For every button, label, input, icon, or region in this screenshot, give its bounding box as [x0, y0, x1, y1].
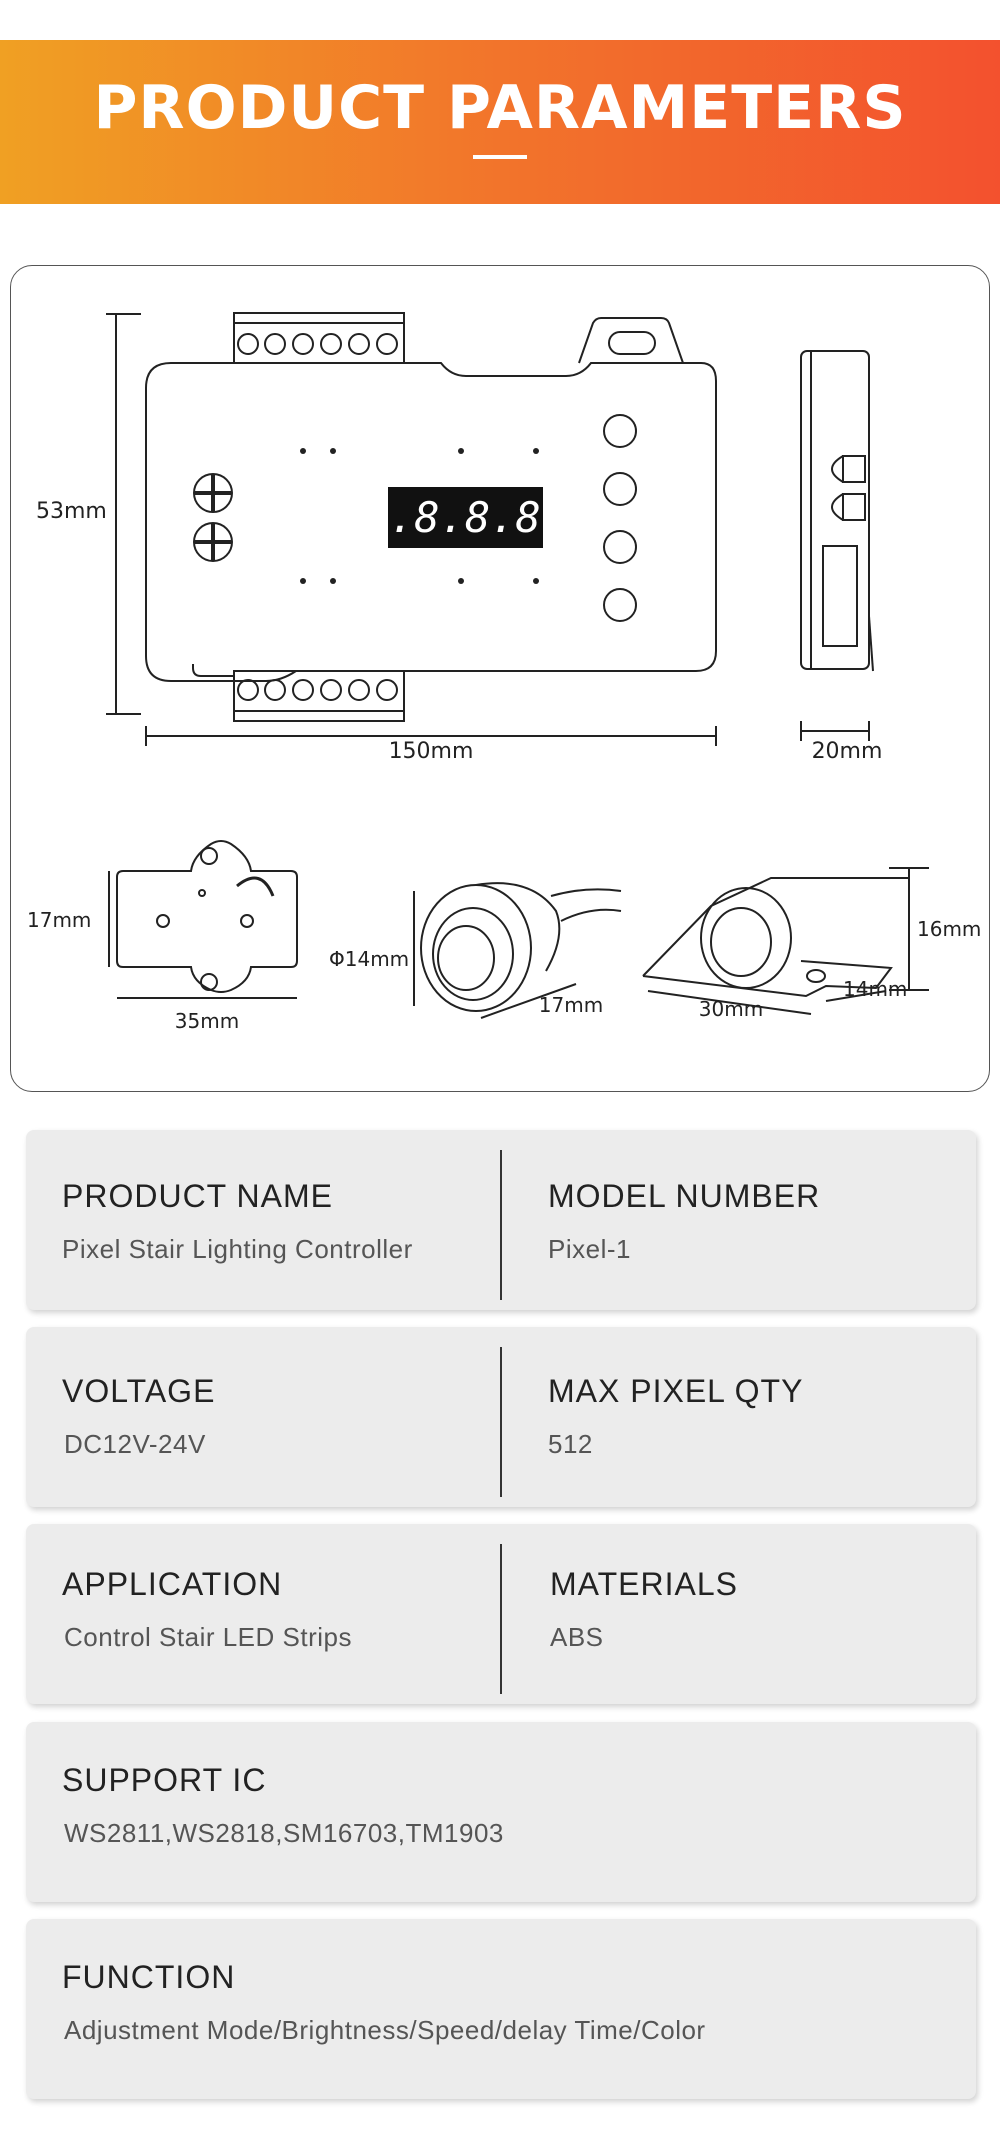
param-card-function	[26, 1919, 976, 2099]
function-value: Adjustment Mode/Brightness/Speed/delay Time/Color	[64, 2015, 706, 2045]
support-ic-value: WS2811,WS2818,SM16703,TM1903	[64, 1818, 504, 1848]
product-name-label: PRODUCT NAME	[62, 1178, 333, 1214]
model-number-label: MODEL NUMBER	[548, 1178, 821, 1214]
led-display-text: 8.8.8.8.	[363, 493, 567, 542]
param-card-support-ic	[26, 1722, 976, 1902]
card-divider	[500, 1150, 502, 1300]
main-width-label: 150mm	[388, 739, 474, 764]
title-underline	[473, 155, 527, 159]
product-name-value: Pixel Stair Lighting Controller	[62, 1234, 413, 1264]
support-ic-label: SUPPORT IC	[62, 1762, 267, 1798]
sensor-small-height-label: 17mm	[27, 908, 92, 932]
mounting-tab	[579, 318, 683, 363]
sensor-small-width-label: 35mm	[174, 1009, 240, 1033]
max-pixel-qty-value: 512	[548, 1429, 593, 1459]
param-card-row-3	[26, 1524, 976, 1704]
sensor-mount-height-label: 16mm	[917, 917, 982, 941]
card-divider	[500, 1347, 502, 1497]
sensor-round-diameter-label: Φ14mm	[329, 947, 410, 971]
materials-label: MATERIALS	[550, 1566, 738, 1602]
voltage-label: VOLTAGE	[62, 1373, 216, 1409]
button-2	[604, 473, 636, 505]
function-label: FUNCTION	[62, 1959, 236, 1995]
sensor-mount-width-label: 30mm	[698, 997, 764, 1021]
button-4	[604, 589, 636, 621]
header-banner	[0, 40, 1000, 204]
knob-plus-marks	[195, 475, 231, 560]
sensor-round-length-label: 17mm	[538, 993, 604, 1017]
card-divider	[500, 1544, 502, 1694]
model-number-value: Pixel-1	[548, 1234, 631, 1264]
voltage-value: DC12V-24V	[64, 1429, 206, 1459]
main-height-label: 53mm	[36, 499, 107, 524]
button-1	[604, 415, 636, 447]
param-card-row-1	[26, 1130, 976, 1310]
button-3	[604, 531, 636, 563]
param-card-row-2	[26, 1327, 976, 1507]
dimension-drawing	[11, 266, 991, 1093]
sensor-round	[421, 885, 531, 1011]
application-value: Control Stair LED Strips	[64, 1622, 352, 1652]
sensor-mount-depth-label: 14mm	[843, 977, 908, 1001]
dimension-diagram	[10, 265, 990, 1092]
application-label: APPLICATION	[62, 1566, 283, 1602]
page-title: PRODUCT PARAMETERS	[93, 73, 907, 143]
materials-value: ABS	[550, 1622, 604, 1652]
max-pixel-qty-label: MAX PIXEL QTY	[548, 1373, 804, 1409]
side-width-label: 20mm	[811, 739, 883, 764]
